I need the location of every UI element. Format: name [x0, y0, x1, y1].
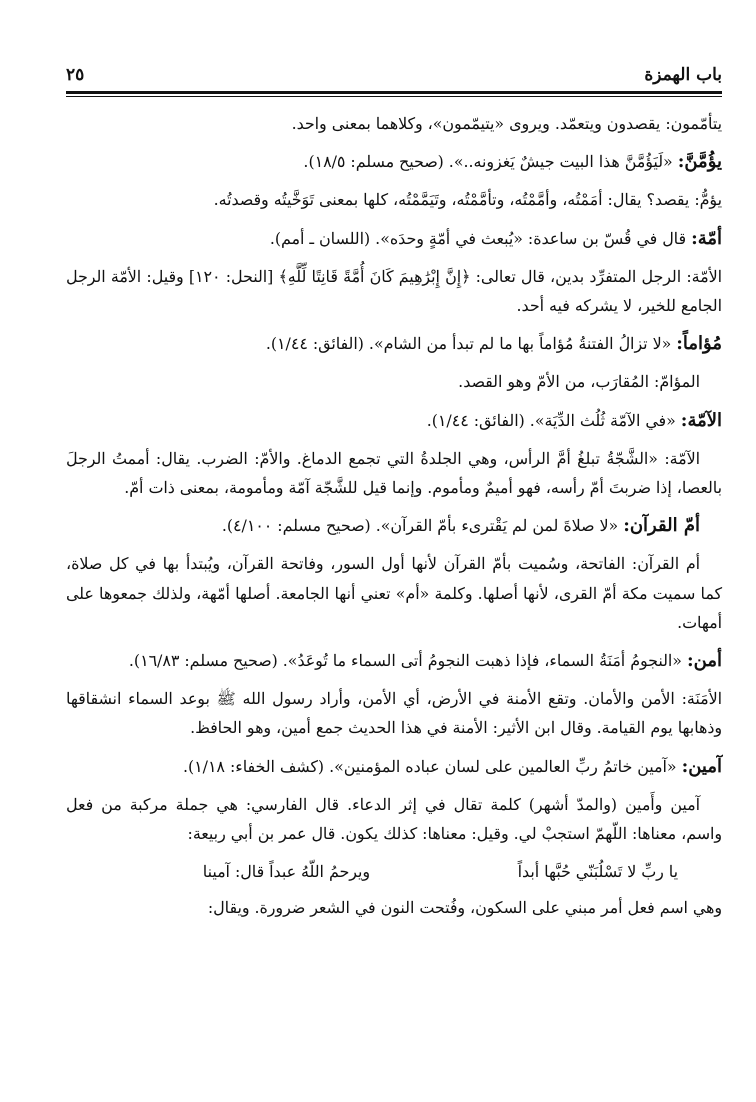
- headword: يؤُمَّنَّ:: [677, 151, 722, 173]
- paragraph-text: أم القرآن: الفاتحة، وسُميت بأمّ القرآن لأنها أول السور، وفاتحة القرآن، ويُبتدأ بها في كل صلاة، كما سميت مكة أمّ القرى، لأنها أصلها. وكلمة «أم» تعني أنها الجامعة. أصلها أمّهة، ولذلك جمعوها على أمهات.: [66, 554, 722, 632]
- paragraph-text: الآمّة: «الشَّجّةُ تبلغُ أمَّ الرأس، وهي الجلدةُ التي تجمع الدماغ. والأمّ: الضرب. يقال: أممتُ الرجلَ بالعصا، إذا ضربتَ أمّ رأسه، فهو أميمٌ ومأموم. وإنما قيل للشَّجّة آمّة ومأمومة، بمعنى ذات أمّ.: [66, 448, 722, 498]
- paragraph-text: «لَيَؤُمَّنَّ هذا البيت جيشٌ يَغزونه..». (صحيح مسلم: ١٨/٥).: [303, 152, 678, 172]
- page-number: ٢٥: [66, 65, 85, 85]
- paragraph-text: «لا صلاةَ لمن لم يَقْترىء بأمّ القرآن». (صحيح مسلم: ٤/١٠٠).: [221, 516, 624, 536]
- running-title: باب الهمزة: [644, 65, 722, 85]
- paragraph-text: قال في قُسّ بن ساعدة: «يُبعث في أمّةٍ وحدَه». (اللسان ـ أمم).: [269, 228, 692, 248]
- paragraph-text: «النجومُ أمَنَةُ السماء، فإذا ذهبت النجومُ أتى السماء ما تُوعَدُ». (صحيح مسلم: ١٦/٨٣).: [128, 651, 687, 671]
- entry-paragraph: [66, 790, 722, 848]
- verse-hemistich-first: يا ربِّ لا تَسْلُبَنّي حُبَّها أبداً: [517, 862, 678, 882]
- paragraph-text: «في الآمّة ثُلُث الدِّيَة». (الفائق: ١/٤٤).: [426, 410, 681, 430]
- headword: أمّ القرآن:: [623, 515, 700, 537]
- page: [66, 55, 722, 931]
- entry-paragraph: [66, 549, 722, 637]
- hadith-paragraph: [66, 406, 722, 435]
- entry-paragraph: [66, 185, 722, 214]
- headword: الآمّة:: [680, 409, 722, 431]
- entry-paragraph: [66, 444, 722, 502]
- header-rule-thick: [66, 91, 722, 94]
- hadith-paragraph: [66, 646, 722, 675]
- page-header: [66, 55, 722, 85]
- hadith-paragraph: [66, 752, 722, 781]
- hadith-paragraph: [66, 329, 722, 358]
- headword: آمين:: [681, 755, 722, 777]
- entry-paragraph: [66, 262, 722, 320]
- hadith-paragraph: [66, 224, 722, 253]
- hadith-paragraph: [66, 511, 722, 540]
- hadith-paragraph: [66, 147, 722, 176]
- headword: مُؤاماً:: [676, 333, 722, 355]
- paragraph-text: يؤمُّ: يقصد؟ يقال: أمَمْتُه، وأمَّمْتُه، وتأمَّمْتُه، وتَيَمَّمْتُه، كلها بمعنى تَوَخَّيتُه وقصدتُه.: [213, 190, 722, 210]
- page-content: [66, 109, 722, 922]
- headword: أمن:: [687, 650, 722, 672]
- paragraph-text: الأمَنَة: الأمن والأمان. وتقع الأمنة في الأرض، أي الأمن، وأراد رسول الله ﷺ بوعد السماء انشقاقها وذهابها يوم القيامة. وقال ابن الأثير: الأمنة في هذا الحديث جمع أمين، وهو الحافظ.: [66, 689, 722, 738]
- verse-hemistich-second: ويرحمُ اللّهُ عبداً قال: آمينا: [202, 862, 370, 882]
- entry-paragraph: [66, 367, 722, 396]
- paragraph-text: آمين وأَمين (والمدّ أشهر) كلمة تقال في إثر الدعاء. قال الفارسي: هي جملة مركبة من فعل واسم، معناها: اللّهمّ استجبْ لي. وقيل: معناها: كذلك يكون. قال عمر بن أبي ربيعة:: [66, 794, 722, 844]
- entry-paragraph: [66, 684, 722, 742]
- headword: أمّة:: [691, 227, 722, 249]
- paragraph-text: «لا تزالُ الفتنةُ مُؤاماً بها ما لم تبدأ من الشام». (الفائق: ١/٤٤).: [265, 334, 677, 354]
- paragraph-text: «آمين خاتمُ ربِّ العالمين على لسان عباده المؤمنين». (كشف الخفاء: ١/١٨).: [182, 756, 682, 776]
- entry-paragraph: [66, 109, 722, 138]
- poetry-verse: [66, 857, 722, 887]
- paragraph-text: يتأمّمون: يقصدون ويتعمّد. ويروى «يتيمّمون»، وكلاهما بمعنى واحد.: [291, 114, 722, 133]
- paragraph-text: المؤامّ: المُقارَب، من الأمّ وهو القصد.: [458, 372, 700, 392]
- paragraph-text: الأمّة: الرجل المتفرِّد بدين، قال تعالى: ﴿إِنَّ إِبْرَٰهِيمَ كَانَ أُمَّةً قَانِتًا لِّلَّهِ﴾ [النحل: ١٢٠] وقيل: الأمّة الرجل الجامع للخير، لا يشركه فيه أحد.: [66, 266, 723, 316]
- paragraph-text: وهي اسم فعل أمر مبني على السكون، وفُتحت النون في الشعر ضرورة. ويقال:: [207, 898, 722, 918]
- entry-paragraph-last: [66, 893, 722, 922]
- header-rule-thin: [66, 96, 722, 97]
